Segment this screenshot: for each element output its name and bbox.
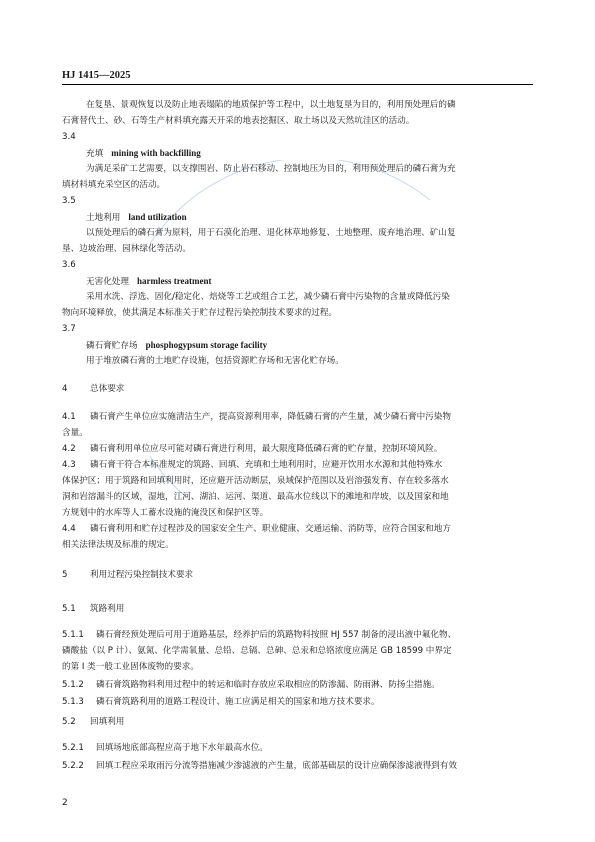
subsection-heading xyxy=(62,717,124,728)
para-text: 垦、边坡治理、园林绿化等活动。 xyxy=(62,244,191,254)
para-text: 方规划中的水库等人工蓄水设施的淹没区和保护区等。 xyxy=(62,508,269,518)
subsection-heading xyxy=(62,604,124,615)
para-text: 采用水洗、浮选、固化/稳定化、焙烧等工艺或组合工艺，减少磷石膏中污染物的含量或降低污染 xyxy=(86,292,450,302)
para-text: 体保护区；用于筑路和回填利用时，还应避开活动断层，泉域保护范围以及岩溶强发育、存在较多落水 xyxy=(62,476,449,486)
term-number: 3.6 xyxy=(62,260,76,270)
clause-number: 4.1 xyxy=(62,412,76,422)
para-text: 石膏替代土、砂、石等生产材料填充露天开采的地表挖掘区、取土场以及天然坑洼区的活动。 xyxy=(62,116,415,126)
term-zh: 磷石膏贮存场 xyxy=(86,341,138,351)
clause-number: 5.2.2 xyxy=(62,761,84,771)
para-text: 相关法律法规及标准的规定。 xyxy=(62,540,174,550)
term-number: 3.4 xyxy=(62,132,76,142)
term-zh: 充填 xyxy=(86,149,104,159)
term-zh: 无害化处理 xyxy=(86,277,129,287)
term-title xyxy=(86,212,187,224)
clause xyxy=(62,743,268,754)
para-text: 在复垦、景观恢复以及防止地表塌陷的地质保护等工程中，以土地复垦为目的，利用预处理后的磷 xyxy=(86,100,456,110)
subsection-number: 5.2 xyxy=(62,717,76,727)
term-en: phosphogypsum storage facility xyxy=(145,340,268,350)
section-heading xyxy=(62,570,193,581)
para-text: 填材料填充采空区的活动。 xyxy=(62,180,166,190)
clause-text: 磷石膏筑路物料利用过程中的转运和临时存放应采取相应的防渗漏、防雨淋、防扬尘措施。 xyxy=(96,680,440,690)
header-rule xyxy=(62,84,533,85)
term-number: 3.5 xyxy=(62,196,76,206)
clause-number: 4.3 xyxy=(62,460,76,470)
para-text: 含量。 xyxy=(62,428,88,438)
clause xyxy=(62,444,442,455)
clause xyxy=(62,460,442,471)
subsection-number: 5.1 xyxy=(62,604,76,614)
para-text: 的第 I 类一般工业固体废物的要求。 xyxy=(62,662,199,672)
term-title xyxy=(86,340,267,352)
subsection-title: 回填利用 xyxy=(90,717,125,727)
clause-text: 磷石膏利用单位应尽可能对磷石膏进行利用，最大限度降低磷石膏的贮存量，控制环境风险。 xyxy=(90,444,443,454)
term-zh: 土地利用 xyxy=(86,213,121,223)
term-title xyxy=(86,276,212,288)
clause-number: 5.1.2 xyxy=(62,680,84,690)
term-en: land utilization xyxy=(128,212,187,222)
para-text: 磷酸盐（以 P 计）、氨氮、化学需氧量、总铅、总镉、总砷、总汞和总铬浓度应满足 GB 18599 中界定 xyxy=(62,646,452,656)
para-text: 洞和岩溶漏斗的区域，湿地，江河、湖泊、运河、渠道、最高水位线以下的滩地和岸坡，以及国家和地 xyxy=(62,492,449,502)
section-number: 4 xyxy=(62,384,68,394)
clause xyxy=(62,524,451,535)
clause-number: 5.1.1 xyxy=(62,630,84,640)
clause-number: 5.2.1 xyxy=(62,743,84,753)
clause-text: 回填场地底部高程应高于地下水年最高水位。 xyxy=(96,743,268,753)
clause xyxy=(62,697,380,708)
term-en: harmless treatment xyxy=(136,276,212,286)
para-text: 以预处理后的磷石膏为原料，用于石漠化治理、退化林草地修复、土地整理、废弃地治理、矿山复 xyxy=(86,228,456,238)
standard-number: HJ 1415—2025 xyxy=(62,70,131,81)
clause xyxy=(62,412,451,423)
clause-number: 4.2 xyxy=(62,444,76,454)
para-text: 为满足采矿工艺需要，以支撑围岩、防止岩石移动、控制地压为目的，利用预处理后的磷石膏为充 xyxy=(86,164,456,174)
section-heading xyxy=(62,384,124,395)
clause-text: 磷石膏产生单位应实施清洁生产，提高资源利用率，降低磷石膏的产生量，减少磷石膏中污染物 xyxy=(90,412,451,422)
clause-text: 磷石膏筑路利用的道路工程设计、施工应满足相关的国家和地方技术要求。 xyxy=(96,697,380,707)
clause xyxy=(62,680,440,691)
clause-text: 回填工程应采取雨污分流等措施减少渗滤液的产生量，底部基础层的设计应确保渗滤液得到有效 xyxy=(96,761,457,771)
term-en: mining with backfilling xyxy=(111,148,201,158)
section-title: 总体要求 xyxy=(90,384,125,394)
clause-number: 4.4 xyxy=(62,524,76,534)
term-title xyxy=(86,148,201,160)
clause-text: 磷石膏干符合本标准规定的筑路、回填、充填和土地利用时，应避开饮用水水源和其他特殊水 xyxy=(90,460,443,470)
page-number: 2 xyxy=(62,798,68,808)
subsection-title: 筑路利用 xyxy=(90,604,125,614)
section-number: 5 xyxy=(62,570,68,580)
clause-text: 磷石膏利用和贮存过程涉及的国家安全生产、职业健康、交通运输、消防等，应符合国家和地方 xyxy=(90,524,451,534)
term-number: 3.7 xyxy=(62,324,76,334)
clause xyxy=(62,630,456,641)
section-title: 利用过程污染控制技术要求 xyxy=(90,570,194,580)
para-text: 用于堆放磷石膏的土地贮存设施，包括资源贮存场和无害化贮存场。 xyxy=(86,356,344,366)
clause xyxy=(62,761,457,772)
para-text: 物向环境释放，使其满足本标准关于贮存过程污染控制技术要求的过程。 xyxy=(62,308,338,318)
clause-number: 5.1.3 xyxy=(62,697,84,707)
clause-text: 磷石膏经预处理后可用于道路基层，经养护后的筑路物料按照 HJ 557 制备的浸出液中氟化物、 xyxy=(96,630,457,640)
